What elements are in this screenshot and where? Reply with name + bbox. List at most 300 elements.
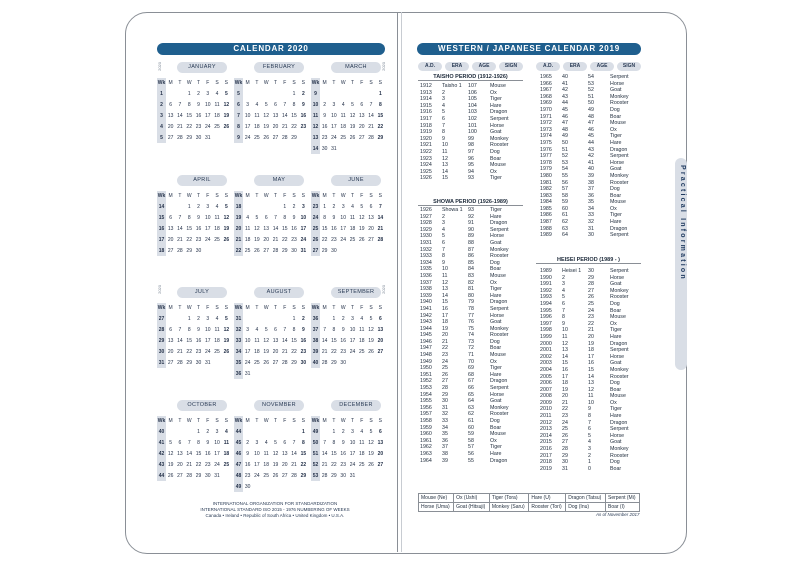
day-cell: 8 [292, 101, 296, 108]
showa-title: SHOWA PERIOD (1926-1989) [418, 199, 523, 206]
day-cell: 7 [187, 439, 191, 446]
day-cell: 26 [349, 134, 356, 141]
day-cell [280, 368, 289, 379]
era-name: 3 [442, 220, 445, 227]
day-cell: 29 [321, 247, 328, 254]
day-cell: 28 [368, 134, 374, 141]
era-sign: Dog [610, 106, 620, 113]
era-year: 1989 [540, 232, 552, 239]
day-cell: 26 [368, 348, 374, 355]
weekday-header: S [215, 80, 219, 86]
day-cell: 24 [204, 348, 211, 355]
era-sign: Ox [490, 168, 497, 175]
day-cell: 4 [215, 315, 219, 322]
era-year: 1914 [420, 96, 432, 103]
weekday-header: T [178, 305, 182, 311]
day-cell: 10 [254, 450, 260, 457]
day-cell: 11 [359, 439, 365, 446]
weekday-header: W [340, 193, 346, 199]
day-cell: 10 [244, 112, 251, 119]
weekday-header: M [245, 80, 250, 86]
era-name: 44 [562, 100, 568, 107]
day-cell: 7 [369, 101, 373, 108]
era-sign: Serpent [610, 232, 629, 239]
day-cell: 17 [244, 348, 251, 355]
era-age: 44 [588, 139, 594, 146]
month-june [311, 175, 385, 283]
day-cell: 2 [292, 203, 296, 210]
weekday-header: T [350, 80, 355, 86]
week-number: 37 [311, 324, 320, 335]
era-year: 2006 [540, 380, 552, 387]
era-row [420, 83, 524, 90]
era-year: 1967 [540, 87, 552, 94]
era-sign: Mouse [490, 272, 506, 279]
era-sign: Boar [610, 307, 622, 314]
day-cell: 1 [323, 203, 327, 210]
era-sign: Dragon [610, 340, 628, 347]
era-year: 1989 [540, 268, 552, 274]
era-age: 14 [588, 373, 594, 380]
weekday-header: S [301, 418, 306, 424]
day-cell: 20 [377, 450, 384, 457]
era-age: 39 [588, 172, 594, 179]
era-age: 106 [468, 89, 477, 96]
day-cell: 15 [195, 450, 202, 457]
day-cell: 17 [300, 225, 307, 232]
week-number: 16 [157, 223, 166, 234]
weekday-header: Wk [311, 193, 320, 199]
month-title: FEBRUARY [254, 62, 304, 73]
era-sign: Boar [490, 424, 502, 431]
era-age: 93 [468, 207, 474, 213]
day-cell: 12 [272, 450, 279, 457]
as-of-note: As of November 2017 [596, 512, 640, 517]
era-row [420, 438, 524, 445]
weekday-header: T [350, 305, 355, 311]
day-cell: 18 [244, 236, 251, 243]
weekday-header: W [186, 193, 192, 199]
weekday-header: S [292, 193, 296, 199]
day-cell: 19 [358, 225, 365, 232]
era-year: 1929 [420, 226, 432, 233]
era-name: 5 [562, 294, 565, 301]
day-cell: 8 [332, 439, 336, 446]
day-cell [289, 481, 298, 492]
era-name: 27 [562, 439, 568, 446]
era-row [540, 133, 644, 140]
era-sign: Serpent [610, 347, 629, 354]
era-year: 1952 [420, 378, 432, 385]
era-age: 25 [588, 300, 594, 307]
year-tag-left-2: 2020 [157, 285, 162, 294]
era-year: 1982 [540, 186, 552, 193]
era-row [420, 116, 524, 123]
era-sign: Serpent [490, 305, 509, 312]
year-tag-left: 2020 [157, 62, 162, 71]
era-sign: Goat [490, 319, 502, 326]
day-cell: 31 [214, 472, 220, 479]
day-cell [166, 313, 175, 324]
era-age: 76 [468, 319, 474, 326]
month-title: JANUARY [177, 62, 227, 73]
era-sign: Hare [610, 139, 622, 146]
era-row [540, 334, 644, 341]
era-sign: Tiger [610, 133, 622, 140]
day-cell: 11 [214, 214, 220, 221]
week-number: 26 [311, 234, 320, 245]
era-name: 57 [562, 186, 568, 193]
era-year: 2015 [540, 439, 552, 446]
day-cell [348, 245, 357, 256]
day-cell: 10 [204, 214, 211, 221]
era-row [540, 193, 644, 200]
day-cell [348, 357, 357, 368]
era-age: 63 [468, 404, 474, 411]
day-cell: 30 [291, 247, 297, 254]
day-cell: 4 [246, 214, 250, 221]
day-cell: 31 [204, 359, 211, 366]
day-cell: 12 [254, 225, 260, 232]
era-sign: Ox [610, 126, 617, 133]
era-age: 53 [588, 80, 594, 87]
day-cell: 23 [300, 348, 307, 355]
era-sign: Dog [610, 459, 620, 466]
day-cell [376, 470, 385, 481]
day-cell: 10 [349, 439, 356, 446]
year-tag-right: 2020 [381, 62, 386, 71]
day-cell: 2 [332, 203, 336, 210]
era-sign: Goat [610, 87, 622, 94]
weekday-header: F [360, 193, 364, 199]
day-cell: 25 [349, 236, 356, 243]
day-cell: 2 [323, 101, 327, 108]
day-cell: 27 [272, 359, 279, 366]
day-cell: 12 [358, 214, 365, 221]
era-sign: Hare [610, 333, 622, 340]
era-age: 29 [588, 274, 594, 281]
era-row [540, 400, 644, 407]
day-cell: 26 [358, 236, 365, 243]
era-name: 10 [442, 266, 448, 273]
day-cell: 11 [349, 214, 356, 221]
day-cell: 21 [321, 348, 328, 355]
day-cell: 2 [301, 315, 305, 322]
day-cell: 18 [214, 337, 220, 344]
era-name: 18 [442, 319, 448, 326]
era-name: 9 [442, 259, 445, 266]
day-cell [376, 357, 385, 368]
week-number: 19 [234, 212, 243, 223]
week-number: 36 [311, 313, 320, 324]
era-name: 2 [442, 89, 445, 96]
era-row [540, 81, 644, 88]
era-name: 20 [562, 393, 568, 400]
era-row [540, 360, 644, 367]
weekday-header: S [301, 80, 306, 86]
day-cell: 29 [291, 134, 297, 141]
day-cell: 9 [332, 214, 336, 221]
day-cell: 11 [359, 326, 365, 333]
week-number: 3 [157, 110, 166, 121]
era-year: 2011 [540, 413, 552, 420]
era-name: 16 [442, 305, 448, 312]
month-title: MARCH [331, 62, 381, 73]
era-year: 1986 [540, 212, 552, 219]
era-year: 2019 [540, 465, 552, 472]
month-title: AUGUST [254, 287, 304, 298]
era-name: 34 [442, 424, 448, 431]
weekday-header: F [206, 418, 210, 424]
day-cell [271, 201, 280, 212]
day-cell [271, 88, 280, 99]
era-row [540, 166, 644, 173]
practical-information-label: Practical Information [679, 165, 686, 281]
era-row [420, 418, 524, 425]
era-row [540, 459, 644, 466]
era-row [540, 186, 644, 193]
day-cell: 12 [223, 214, 230, 221]
era-age: 48 [588, 113, 594, 120]
day-cell [166, 88, 175, 99]
era-name: 14 [442, 168, 448, 175]
day-cell [320, 426, 329, 437]
era-age: 69 [468, 365, 474, 372]
era-year: 1970 [540, 106, 552, 113]
day-cell: 24 [244, 359, 251, 366]
era-age: 91 [468, 220, 474, 227]
day-cell: 19 [368, 450, 374, 457]
day-cell: 28 [321, 359, 328, 366]
week-number: 23 [311, 201, 320, 212]
era-row [540, 114, 644, 121]
era-age: 4 [588, 439, 591, 446]
era-name: 9 [442, 135, 445, 142]
era-year: 1917 [420, 115, 432, 122]
day-cell [366, 245, 375, 256]
era-row [540, 288, 644, 295]
era-row [540, 367, 644, 374]
day-cell: 4 [351, 203, 354, 210]
day-cell: 27 [167, 134, 174, 141]
month-may [234, 175, 308, 283]
day-cell: 11 [254, 337, 260, 344]
era-age: 49 [588, 106, 594, 113]
weekday-header: F [283, 80, 287, 86]
era-age: 21 [588, 327, 594, 334]
col-header-sign: SIGN [499, 62, 523, 71]
day-cell [262, 481, 271, 492]
weekday-header: Wk [234, 418, 243, 424]
day-cell: 6 [369, 203, 373, 210]
day-cell: 16 [340, 337, 346, 344]
day-cell: 18 [254, 123, 260, 130]
week-number: 18 [234, 201, 243, 212]
month-title: JUNE [331, 175, 381, 186]
day-cell: 1 [332, 315, 336, 322]
era-year: 2018 [540, 459, 552, 466]
era-row [540, 160, 644, 167]
week-number: 4 [157, 121, 166, 132]
day-cell: 14 [177, 112, 183, 119]
era-row [540, 341, 644, 348]
era-row [420, 129, 524, 136]
day-cell [357, 143, 366, 154]
era-age: 61 [468, 418, 474, 424]
day-cell: 19 [223, 337, 230, 344]
week-number: 5 [157, 132, 166, 143]
legend-tiger: Tiger (Tora) [489, 494, 528, 503]
day-cell: 9 [292, 214, 296, 221]
week-number: 1 [157, 88, 166, 99]
col-header-age-2: AGE [590, 62, 614, 71]
day-cell: 17 [349, 337, 356, 344]
era-row [540, 374, 644, 381]
era-age: 17 [588, 353, 594, 360]
weekday-header: T [332, 305, 336, 311]
day-cell [252, 88, 261, 99]
era-row [540, 466, 644, 473]
day-cell: 4 [360, 315, 364, 322]
weekday-header: M [168, 80, 173, 86]
day-cell: 15 [186, 112, 192, 119]
era-year: 2014 [540, 432, 552, 439]
era-row [420, 299, 524, 306]
day-cell: 30 [244, 483, 251, 490]
era-sign: Horse [610, 353, 625, 360]
week-number: 35 [234, 357, 243, 368]
era-row [540, 226, 644, 233]
day-cell: 8 [323, 214, 327, 221]
weekday-header: M [322, 418, 327, 424]
day-cell: 12 [263, 112, 269, 119]
weekday-header: T [178, 418, 182, 424]
day-cell: 24 [204, 236, 211, 243]
week-number: 34 [234, 346, 243, 357]
day-cell: 25 [263, 472, 269, 479]
era-name: 17 [442, 312, 448, 319]
day-cell: 19 [263, 348, 269, 355]
day-cell: 3 [255, 439, 259, 446]
day-cell: 24 [244, 134, 251, 141]
era-year: 1981 [540, 179, 552, 186]
day-cell: 9 [341, 326, 345, 333]
iso-line-2: INTERNATIONAL STANDARD ISO 2015 - 1976 NUMBERING OF WEEKS [200, 507, 350, 512]
era-year: 2017 [540, 452, 552, 459]
day-cell: 10 [340, 214, 346, 221]
day-cell: 30 [340, 472, 346, 479]
day-cell: 18 [254, 348, 260, 355]
era-sign: Ox [490, 437, 497, 444]
era-sign: Hare [610, 413, 622, 420]
day-cell: 14 [281, 112, 288, 119]
day-cell: 26 [254, 247, 260, 254]
era-age: 34 [588, 205, 594, 212]
era-name: 63 [562, 225, 568, 232]
day-cell: 23 [195, 236, 202, 243]
era-year: 2001 [540, 347, 552, 354]
day-cell [280, 481, 289, 492]
day-cell: 7 [292, 439, 296, 446]
day-cell [252, 368, 261, 379]
day-cell [203, 245, 212, 256]
era-row [540, 140, 644, 147]
day-cell [339, 245, 348, 256]
era-year: 2009 [540, 399, 552, 406]
week-number: 43 [157, 459, 166, 470]
era-age: 50 [588, 100, 594, 107]
era-year: 1948 [420, 352, 432, 359]
era-year: 2004 [540, 366, 552, 373]
era-name: 13 [442, 162, 448, 169]
era-name: 19 [562, 386, 568, 393]
day-cell [262, 313, 271, 324]
week-number: 7 [234, 110, 243, 121]
era-name: 24 [562, 419, 568, 426]
day-cell [252, 426, 261, 437]
day-cell: 15 [281, 225, 288, 232]
day-cell: 11 [214, 101, 220, 108]
era-age: 80 [468, 292, 474, 299]
era-year: 2016 [540, 446, 552, 453]
era-age: 90 [468, 226, 474, 233]
era-name: 19 [442, 325, 448, 332]
day-cell: 1 [283, 203, 287, 210]
era-name: 7 [442, 122, 445, 129]
era-row [420, 233, 524, 240]
era-row [540, 426, 644, 433]
era-sign: Tiger [610, 327, 622, 334]
era-year: 1965 [540, 74, 552, 80]
era-row [540, 327, 644, 334]
weekday-header: T [332, 193, 336, 199]
era-age: 37 [588, 186, 594, 193]
era-row [420, 156, 524, 163]
day-cell: 31 [244, 370, 251, 377]
weekday-header: M [245, 193, 250, 199]
legend-dog: Dog (Inu) [566, 503, 606, 512]
col-headers-right [536, 62, 641, 71]
day-cell: 19 [263, 123, 269, 130]
day-cell: 27 [177, 472, 183, 479]
era-name: 14 [442, 292, 448, 299]
western-japanese-banner: WESTERN / JAPANESE CALENDAR 2019 [417, 43, 641, 55]
era-sign: Goat [610, 360, 622, 367]
weekday-header: W [186, 80, 192, 86]
day-cell: 29 [300, 472, 307, 479]
era-age: 64 [468, 398, 474, 405]
era-year: 1968 [540, 93, 552, 100]
era-sign: Boar [610, 192, 622, 199]
day-cell: 6 [169, 214, 173, 221]
day-cell: 13 [272, 337, 279, 344]
era-name: 15 [562, 360, 568, 367]
era-age: 74 [468, 332, 474, 339]
day-cell: 13 [377, 439, 384, 446]
era-age: 40 [588, 166, 594, 173]
era-row [420, 162, 524, 169]
era-sign: Dog [610, 300, 620, 307]
era-name: 21 [442, 338, 448, 345]
day-cell: 30 [340, 359, 346, 366]
era-name: 31 [562, 465, 568, 472]
day-cell: 29 [291, 359, 297, 366]
day-cell: 13 [377, 326, 384, 333]
day-cell: 21 [321, 461, 328, 468]
era-year: 1974 [540, 133, 552, 140]
era-year: 1915 [420, 102, 432, 109]
day-cell: 11 [214, 326, 220, 333]
